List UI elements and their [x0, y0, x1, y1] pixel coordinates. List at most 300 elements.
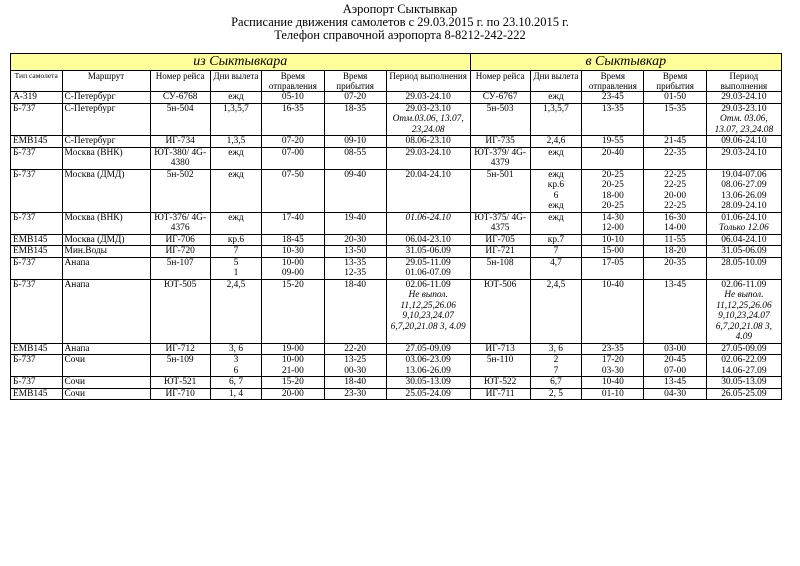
route-cell — [62, 279, 150, 343]
cell-value: Анапа — [64, 343, 90, 354]
cell-line: 21-00 — [281, 365, 304, 376]
cell-line: 16-30 — [664, 212, 687, 223]
cell-value: 01-10 — [601, 388, 624, 399]
flight-in-cell — [470, 257, 530, 279]
cell-value: 23-35 — [601, 343, 624, 354]
table-row — [11, 212, 782, 234]
cell-value: С-Петербург — [64, 103, 116, 114]
cell-value: 06.04-23.10 — [405, 234, 451, 245]
flight-in-cell — [470, 147, 530, 169]
days-in-cell — [530, 355, 582, 377]
cell-value: Мин.Воды — [64, 246, 107, 256]
period-in-cell — [706, 169, 781, 212]
cell-value: 17-05 — [601, 257, 624, 268]
cell-line: 12-35 — [344, 268, 367, 278]
cell-value: 31.05-06.09 — [721, 246, 767, 256]
cell-value: 3, 6 — [228, 343, 243, 354]
cell-line: 13-25 — [344, 355, 367, 365]
flight-in-cell — [470, 279, 530, 343]
days-in-cell — [530, 257, 582, 279]
route-cell — [62, 246, 150, 258]
dep-out-cell — [262, 279, 324, 343]
period-in-cell — [706, 246, 781, 258]
cell-value: Анапа — [64, 257, 90, 268]
cell-line: 1 — [233, 268, 239, 278]
dep-out-cell — [262, 343, 324, 355]
col-flight: Номер рейса — [150, 71, 210, 92]
cell-value: 29.03-24.10 — [721, 92, 767, 102]
period-in-cell — [706, 103, 781, 136]
aircraft-type-cell — [11, 343, 63, 355]
arr-out-cell — [324, 92, 386, 104]
arr-in-cell — [644, 257, 706, 279]
cell-value: ЮТ-380/ 4G-4380 — [154, 147, 207, 168]
days-out-cell — [210, 279, 262, 343]
cell-value: 1,3,5 — [226, 136, 246, 146]
cell-line: 20-45 — [664, 355, 687, 365]
cell-value: ЕМВ145 — [13, 234, 48, 245]
cell-value: 7 — [233, 246, 239, 256]
dep-in-cell — [582, 92, 644, 104]
flight-in-cell — [470, 343, 530, 355]
cell-value: Б-737 — [13, 377, 36, 387]
aircraft-type-cell — [11, 169, 63, 212]
dep-out-cell — [262, 257, 324, 279]
cell-value: 5н-108 — [486, 257, 514, 268]
period-in-cell — [706, 92, 781, 104]
cell-value: Москва (ДМД) — [64, 234, 125, 245]
route-cell — [62, 212, 150, 234]
cell-value: 5н-501 — [486, 169, 514, 180]
cell-value: 1,3,5,7 — [543, 103, 569, 114]
cell-value: ежд — [548, 92, 564, 102]
cell-line: ежд — [548, 201, 564, 211]
cell-value: 18-40 — [344, 279, 367, 290]
cell-value: 5н-504 — [166, 103, 194, 114]
days-out-cell — [210, 212, 262, 234]
period-out-cell — [386, 147, 470, 169]
cell-value: 29.03-24.10 — [405, 92, 451, 102]
cell-value: Анапа — [64, 279, 90, 290]
aircraft-type-cell — [11, 279, 63, 343]
period-out-cell — [386, 377, 470, 389]
cell-value: С-Петербург — [64, 92, 116, 102]
schedule-table — [10, 53, 782, 400]
flight-in-cell — [470, 377, 530, 389]
col-days: Дни вылета — [210, 71, 262, 92]
cell-value: Б-737 — [13, 279, 36, 290]
period-note: Отм.03.06, 13.07, 23,24.08 — [392, 114, 464, 135]
route-cell — [62, 103, 150, 136]
aircraft-type-cell — [11, 355, 63, 377]
period-out-cell — [386, 92, 470, 104]
arr-out-cell — [324, 343, 386, 355]
cell-value: ЮТ-505 — [163, 279, 197, 290]
cell-line: 6 — [233, 365, 239, 376]
cell-value: 11-55 — [664, 234, 686, 245]
table-row — [11, 377, 782, 389]
flight-in-cell — [470, 92, 530, 104]
cell-value: Б-737 — [13, 355, 36, 365]
dep-in-cell — [582, 147, 644, 169]
flight-in-cell — [470, 169, 530, 212]
arr-out-cell — [324, 136, 386, 148]
cell-value: 5н-110 — [486, 355, 514, 365]
table-row — [11, 343, 782, 355]
days-out-cell — [210, 169, 262, 212]
cell-value: ЮТ-521 — [163, 377, 197, 387]
cell-value: ЮТ-375/ 4G-4375 — [474, 212, 527, 233]
cell-value: 07-20 — [344, 92, 367, 102]
days-out-cell — [210, 147, 262, 169]
cell-value: ИГ-705 — [485, 234, 515, 245]
days-in-cell — [530, 388, 582, 400]
cell-value: 1, 4 — [228, 388, 243, 399]
cell-line: 22-25 — [664, 169, 687, 180]
cell-value: ИГ-713 — [485, 343, 515, 354]
cell-value: 09.06-24.10 — [721, 136, 767, 146]
cell-value: 20-35 — [664, 257, 687, 268]
aircraft-type-cell — [11, 212, 63, 234]
period-out-cell — [386, 388, 470, 400]
period-in-cell — [706, 147, 781, 169]
dep-in-cell — [582, 279, 644, 343]
cell-value: 20-30 — [344, 234, 367, 245]
period-out-cell — [386, 103, 470, 136]
period-in-cell — [706, 234, 781, 246]
period-in-cell — [706, 136, 781, 148]
dep-out-cell — [262, 103, 324, 136]
cell-value: кр.6 — [227, 234, 245, 245]
cell-value: 27.05-09.09 — [405, 343, 451, 354]
cell-value: 15-20 — [281, 279, 304, 290]
period-in-cell — [706, 377, 781, 389]
route-cell — [62, 355, 150, 377]
days-in-cell — [530, 212, 582, 234]
cell-value: 18-40 — [344, 377, 367, 387]
route-cell — [62, 234, 150, 246]
table-row — [11, 355, 782, 377]
cell-value: ИГ-734 — [165, 136, 195, 146]
cell-value: Москва (ВНК) — [64, 147, 123, 158]
schedule-title: Расписание движения самолетов с 29.03.2015 г. по 23.10.2015 г. — [231, 15, 569, 29]
flight-out-cell — [150, 147, 210, 169]
days-in-cell — [530, 147, 582, 169]
table-row — [11, 169, 782, 212]
aircraft-type-cell — [11, 92, 63, 104]
cell-value: 07-50 — [281, 169, 304, 180]
cell-line: 10-00 — [281, 355, 304, 365]
cell-value: 08-55 — [344, 147, 367, 158]
cell-value: 5н-107 — [166, 257, 194, 268]
flight-in-cell — [470, 103, 530, 136]
cell-value: 20.04-24.10 — [405, 169, 451, 180]
table-row — [11, 279, 782, 343]
arr-in-cell — [644, 343, 706, 355]
cell-value: 6,7 — [550, 377, 562, 387]
period-out-cell — [386, 234, 470, 246]
flight-out-cell — [150, 377, 210, 389]
cell-value: 17-40 — [281, 212, 304, 223]
table-row — [11, 234, 782, 246]
flight-in-cell — [470, 136, 530, 148]
cell-value: ежд — [228, 212, 244, 223]
to-direction-header: в Сыктывкар — [470, 54, 781, 71]
days-out-cell — [210, 355, 262, 377]
period-note: Не выпол. 11,12,25,26.06 9,10,23,24.07 6,7,20,21.08 3, 4.09 — [715, 290, 772, 342]
cell-value: 05-10 — [281, 92, 304, 102]
cell-value: ЮТ-522 — [483, 377, 517, 387]
cell-line: 5 — [233, 257, 239, 268]
cell-value: 20-00 — [281, 388, 304, 399]
days-in-cell — [530, 377, 582, 389]
cell-value: ежд — [228, 92, 244, 102]
cell-value: Сочи — [64, 388, 85, 399]
cell-value: 10-10 — [601, 234, 624, 245]
cell-value: ЕМВ145 — [13, 388, 48, 399]
route-cell — [62, 136, 150, 148]
flight-out-cell — [150, 234, 210, 246]
cell-line: 10-00 — [281, 257, 304, 268]
cell-value: 16-35 — [281, 103, 304, 114]
cell-line: 7 — [553, 365, 559, 376]
cell-value: 06.04-24.10 — [721, 234, 767, 245]
col-days-in: Дни вылета — [530, 71, 582, 92]
flight-in-cell — [470, 388, 530, 400]
arr-out-cell — [324, 257, 386, 279]
airport-title: Аэропорт Сыктывкар — [342, 2, 458, 16]
cell-value: 01-50 — [664, 92, 687, 102]
col-dep: Время отправления — [262, 71, 324, 92]
days-out-cell — [210, 388, 262, 400]
cell-line: 20-25 — [601, 169, 624, 180]
cell-value: СУ-6768 — [162, 92, 198, 102]
phone-line: Телефон справочной аэропорта 8-8212-242-222 — [274, 28, 526, 42]
col-aircraft: Тип самолета — [11, 71, 63, 92]
days-in-cell — [530, 103, 582, 136]
dep-in-cell — [582, 388, 644, 400]
cell-value: 02.06-11.09 — [405, 279, 451, 290]
cell-value: 04-30 — [664, 388, 687, 399]
cell-value: ИГ-706 — [165, 234, 195, 245]
dep-out-cell — [262, 355, 324, 377]
cell-value: 10-30 — [281, 246, 304, 256]
dep-in-cell — [582, 234, 644, 246]
cell-value: А-319 — [13, 92, 37, 102]
cell-value: Б-737 — [13, 103, 36, 114]
cell-line: 02.06-22.09 — [721, 355, 767, 365]
period-note: Не выпол. 11,12,25,26.06 9,10,23,24.07 6,7,20,21.08 3, 4.09 — [390, 290, 466, 332]
flight-in-cell — [470, 234, 530, 246]
cell-value: 15-20 — [281, 377, 304, 387]
days-out-cell — [210, 92, 262, 104]
route-cell — [62, 257, 150, 279]
period-in-cell — [706, 343, 781, 355]
cell-value: Сочи — [64, 355, 85, 365]
days-in-cell — [530, 246, 582, 258]
cell-value: ЮТ-376/ 4G-4376 — [154, 212, 207, 233]
dep-in-cell — [582, 257, 644, 279]
dep-in-cell — [582, 136, 644, 148]
dep-in-cell — [582, 103, 644, 136]
col-period: Период выполнения — [386, 71, 470, 92]
cell-value: 5н-109 — [166, 355, 194, 365]
arr-out-cell — [324, 388, 386, 400]
col-flight-in: Номер рейса — [470, 71, 530, 92]
route-cell — [62, 343, 150, 355]
cell-value: 30.05-13.09 — [721, 377, 767, 387]
cell-value: 13-45 — [664, 377, 687, 387]
flight-in-cell — [470, 246, 530, 258]
cell-value: 6, 7 — [228, 377, 243, 387]
cell-line: 18-00 — [601, 190, 624, 201]
col-arr: Время прибытия — [324, 71, 386, 92]
days-in-cell — [530, 136, 582, 148]
cell-value: 08.06-23.10 — [405, 136, 451, 146]
cell-value: 09-10 — [344, 136, 367, 146]
dep-out-cell — [262, 136, 324, 148]
arr-out-cell — [324, 246, 386, 258]
cell-line: 20-00 — [664, 190, 687, 201]
cell-value: 31.05-06.09 — [405, 246, 451, 256]
col-period-in: Период выполнения — [706, 71, 781, 92]
dep-in-cell — [582, 377, 644, 389]
flight-out-cell — [150, 212, 210, 234]
flight-out-cell — [150, 169, 210, 212]
cell-value: 3, 6 — [548, 343, 563, 354]
cell-value: ЕМВ145 — [13, 246, 48, 256]
days-out-cell — [210, 257, 262, 279]
dep-out-cell — [262, 388, 324, 400]
arr-out-cell — [324, 103, 386, 136]
cell-value: 18-20 — [664, 246, 687, 256]
cell-value: ЮТ-506 — [483, 279, 517, 290]
route-cell — [62, 388, 150, 400]
cell-value: 13-45 — [664, 279, 687, 290]
cell-value: 15-00 — [601, 246, 624, 256]
dep-out-cell — [262, 212, 324, 234]
cell-value: ЮТ-379/ 4G-4379 — [474, 147, 527, 168]
cell-value: 01.06-24.10 — [721, 212, 767, 223]
arr-in-cell — [644, 234, 706, 246]
days-out-cell — [210, 136, 262, 148]
cell-value: 13-35 — [601, 103, 624, 114]
arr-out-cell — [324, 212, 386, 234]
arr-in-cell — [644, 388, 706, 400]
cell-line: 01.06-07.09 — [405, 268, 451, 278]
cell-line: 19.04-07.06 — [721, 169, 767, 180]
arr-out-cell — [324, 279, 386, 343]
cell-line: 28.09-24.10 — [721, 201, 767, 211]
flight-out-cell — [150, 279, 210, 343]
cell-line: 08.06-27.09 — [721, 180, 767, 190]
days-in-cell — [530, 92, 582, 104]
cell-value: 28.05-10.09 — [721, 257, 767, 268]
period-out-cell — [386, 136, 470, 148]
days-out-cell — [210, 234, 262, 246]
arr-out-cell — [324, 234, 386, 246]
arr-in-cell — [644, 147, 706, 169]
period-note: Отм. 03.06, 13.07, 23,24.08 — [714, 114, 774, 135]
days-in-cell — [530, 169, 582, 212]
arr-in-cell — [644, 355, 706, 377]
aircraft-type-cell — [11, 246, 63, 258]
dep-in-cell — [582, 246, 644, 258]
cell-value: ИГ-711 — [485, 388, 515, 399]
arr-in-cell — [644, 103, 706, 136]
cell-line: кр.6 — [547, 180, 565, 190]
cell-line: 20-25 — [601, 180, 624, 190]
days-out-cell — [210, 246, 262, 258]
cell-value: 2,4,5 — [546, 279, 566, 290]
days-in-cell — [530, 234, 582, 246]
flight-in-cell — [470, 355, 530, 377]
cell-line: 13.06-26.09 — [405, 365, 451, 376]
cell-value: 5н-502 — [166, 169, 194, 180]
cell-line: 17-20 — [601, 355, 624, 365]
flight-out-cell — [150, 136, 210, 148]
cell-line: 03.06-23.09 — [405, 355, 451, 365]
cell-value: Москва (ВНК) — [64, 212, 123, 223]
arr-in-cell — [644, 136, 706, 148]
cell-value: 29.03-23.10 — [721, 103, 767, 114]
cell-line: 13.06-26.09 — [721, 190, 767, 201]
cell-value: Москва (ДМД) — [64, 169, 125, 180]
cell-line: 14-30 — [601, 212, 624, 223]
cell-line: 6 — [553, 190, 559, 201]
period-out-cell — [386, 343, 470, 355]
period-in-cell — [706, 257, 781, 279]
cell-value: ИГ-721 — [485, 246, 515, 256]
cell-line: 07-00 — [664, 365, 687, 376]
dep-out-cell — [262, 234, 324, 246]
from-direction-header: из Сыктывкара — [11, 54, 471, 71]
cell-value: С-Петербург — [64, 136, 116, 146]
cell-value: 20-40 — [601, 147, 624, 158]
cell-value: ИГ-710 — [165, 388, 195, 399]
arr-in-cell — [644, 377, 706, 389]
table-row — [11, 388, 782, 400]
days-out-cell — [210, 343, 262, 355]
cell-value: 18-45 — [281, 234, 304, 245]
arr-out-cell — [324, 377, 386, 389]
cell-value: Б-737 — [13, 212, 36, 223]
period-note: Только 12.06 — [718, 223, 769, 233]
dep-in-cell — [582, 212, 644, 234]
col-dep-in: Время отправления — [582, 71, 644, 92]
cell-value: 29.03-24.10 — [721, 147, 767, 158]
cell-value: ежд — [548, 147, 564, 158]
cell-value: 13-50 — [344, 246, 367, 256]
period-out-cell — [386, 355, 470, 377]
cell-value: 25.05-24.09 — [405, 388, 451, 399]
flight-out-cell — [150, 103, 210, 136]
cell-value: 23-45 — [601, 92, 624, 102]
days-out-cell — [210, 103, 262, 136]
cell-value: 19-00 — [281, 343, 304, 354]
arr-out-cell — [324, 355, 386, 377]
period-in-cell — [706, 279, 781, 343]
flight-out-cell — [150, 257, 210, 279]
cell-value: 29.03-24.10 — [405, 147, 451, 158]
arr-in-cell — [644, 92, 706, 104]
cell-value: 5н-503 — [486, 103, 514, 114]
cell-value: 2, 5 — [548, 388, 563, 399]
flight-out-cell — [150, 92, 210, 104]
cell-line: 3 — [233, 355, 239, 365]
aircraft-type-cell — [11, 136, 63, 148]
days-in-cell — [530, 343, 582, 355]
